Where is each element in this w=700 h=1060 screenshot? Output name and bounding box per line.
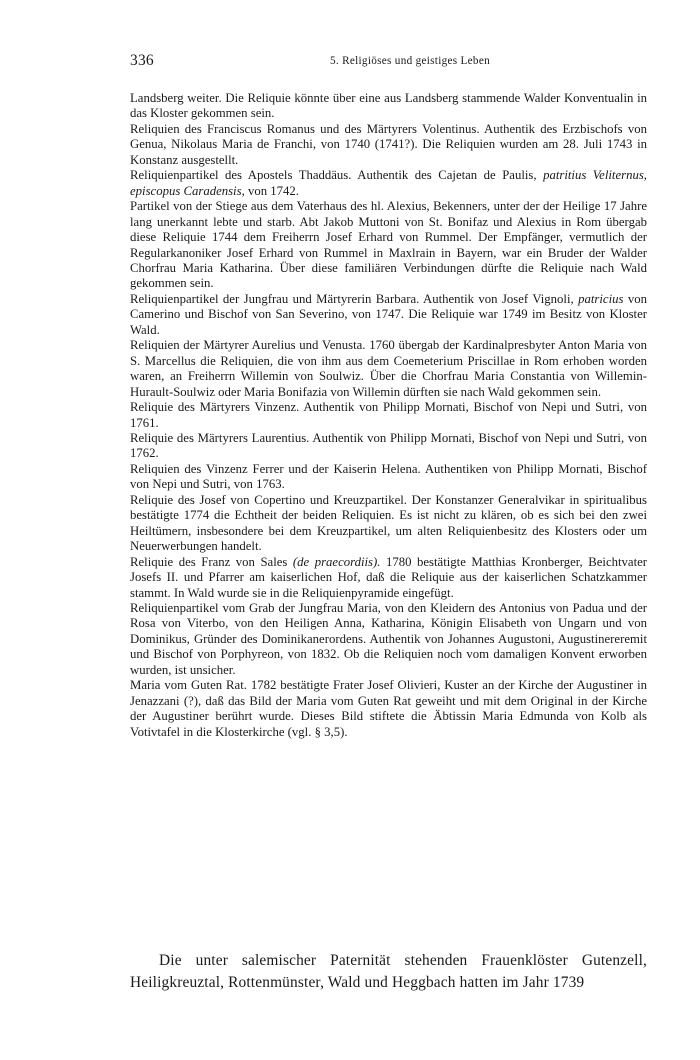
entry-text: Landsberg weiter. Die Reliquie könnte über eine aus Landsberg stammende Walder Konventualin in das Kloster gekommen sein. bbox=[130, 91, 647, 121]
entry-text: Reliquie des Märtyrers Laurentius. Authentik von Philipp Mornati, Bischof von Nepi und Sutri, von 1762. bbox=[130, 430, 647, 461]
entry-text: Reliquienpartikel der Jungfrau und Märtyrerin Barbara. Authentik von Josef Vignoli, bbox=[130, 291, 579, 306]
entry-text: Partikel von der Stiege aus dem Vaterhaus des hl. Alexius, Bekenners, unter der der Heilige 17 Jahre lang unerkannt lebte und starb. Abt Jakob Muttoni von St. Bonifaz und Alexius in Rom übergab diese Reliquie 1744 dem Freiherrn Josef Erhard von Rummel. Der Empfänger, vermutlich der Regularkanoniker Josef Erhard von Rummel in Maxlrain in Bayern, war ein Bruder der Walder Chorfrau Maria Katharina. Über diese familiären Verbindungen dürfte die Reliquie nach Wald gekommen sein. bbox=[130, 199, 647, 291]
entry-text: Reliquienpartikel vom Grab der Jungfrau Maria, von den Kleidern des Antonius von Padua und der Rosa von Viterbo, von den Heiligen Anna, Katharina, Königin Elisabeth von Ungarn und von Dominikus, Gründer des Dominikanerordens. Authentik von Johannes Augustoni, Augustinereremit und Bischof von Porphyreon, von 1832. Ob die Reliquien noch vom damaligen Konvent erworben wurden, ist unsicher. bbox=[130, 600, 647, 677]
relic-entry bbox=[130, 493, 647, 555]
entry-text: Reliquien der Märtyrer Aurelius und Venusta. 1760 übergab der Kardinalpresbyter Anton Maria von S. Marcellus die Reliquien, die von ihm aus dem Coemeterium Priscillae in Rom erhoben worden waren, an Freiherrn Willemin von Soulwiz. Über die Chorfrau Maria Constantia von Willemin-Hurault-Soulwiz oder Maria Bonifazia von Willemin dürften sie nach Wald gekommen sein. bbox=[130, 338, 647, 399]
entry-text: von 1742. bbox=[244, 183, 299, 198]
relic-entry bbox=[130, 462, 647, 493]
relic-entry bbox=[130, 678, 647, 740]
relic-entry bbox=[130, 292, 647, 338]
page-number: 336 bbox=[130, 52, 154, 69]
relic-entry bbox=[130, 168, 647, 199]
running-title: 5. Religiöses und geistiges Leben bbox=[330, 55, 490, 67]
entry-italic-text: patritius Veliternus, episcopus Caradensis, bbox=[130, 168, 647, 198]
entry-text: von Camerino und Bischof von San Severino, von 1747. Die Reliquie war 1749 im Besitz von Kloster Wald. bbox=[130, 291, 647, 337]
entry-italic-text: (de praecordiis). bbox=[292, 554, 381, 569]
relic-entry bbox=[130, 91, 647, 122]
entry-text: 1780 bestätigte Matthias Kronberger, Beichtvater Josefs II. und Pfarrer am kaiserlichen Hof, daß die Reliquie aus der kaiserlichen Schatzkammer stammt. In Wald wurde sie in die Reliquienpyramide eingefügt. bbox=[130, 554, 648, 600]
entry-italic-text: patricius bbox=[578, 291, 624, 306]
entry-text: Reliquie des Märtyrers Vinzenz. Authentik von Philipp Mornati, Bischof von Nepi und Sutri, von 1761. bbox=[130, 400, 647, 430]
relic-entry bbox=[130, 199, 647, 292]
entry-text: Maria vom Guten Rat. 1782 bestätigte Frater Josef Olivieri, Kuster an der Kirche der Augustiner in Jenazzani (?), daß das Bild der Maria vom Guten Rat geweiht und mit dem Original in der Kirche der Augustiner berührt wurde. Dieses Bild stiftete die Äbtissin Maria Edmunda von Kolb als Votivtafel in die Klosterkirche (vgl. § 3,5). bbox=[130, 678, 647, 739]
relic-entry bbox=[130, 338, 647, 400]
relic-entry bbox=[130, 431, 647, 462]
relic-entry bbox=[130, 601, 647, 678]
entry-text: Reliquienpartikel des Apostels Thaddäus. Authentik des Cajetan de Paulis, bbox=[130, 168, 544, 183]
entry-text: Reliquien des Franciscus Romanus und des Märtyrers Volentinus. Authentik des Erzbischofs von Genua, Nikolaus Maria de Franchi, von 1740 (1741?). Die Reliquien wurden am 28. Juli 1743 in Konstanz ausgestellt. bbox=[130, 121, 647, 167]
relic-entry bbox=[130, 122, 647, 168]
relic-entry bbox=[130, 555, 647, 601]
relic-entry-list bbox=[130, 91, 647, 740]
relic-entry bbox=[130, 400, 647, 431]
page-header bbox=[130, 52, 647, 72]
entry-text: Reliquie des Franz von Sales bbox=[130, 554, 293, 569]
entry-text: Reliquien des Vinzenz Ferrer und der Kaiserin Helena. Authentiken von Philipp Mornati, Bischof von Nepi und Sutri, von 1763. bbox=[130, 461, 647, 492]
entry-text: Reliquie des Josef von Copertino und Kreuzpartikel. Der Konstanzer Generalvikar in spiritualibus bestätigte 1774 die Echtheit der beiden Reliquien. Es ist nicht zu klären, ob es sich bei den zwei Heiltümern, insbesondere bei dem Kreuzpartikel, um alten Reliquienbesitz des Klosters oder um Neuerwerbungen handelt. bbox=[130, 492, 647, 554]
closing-paragraph: Die unter salemischer Paternität stehenden Frauenklöster Gutenzell, Heiligkreuztal, Rottenmünster, Wald und Heggbach hatten im Jahr 1739 bbox=[130, 952, 647, 991]
